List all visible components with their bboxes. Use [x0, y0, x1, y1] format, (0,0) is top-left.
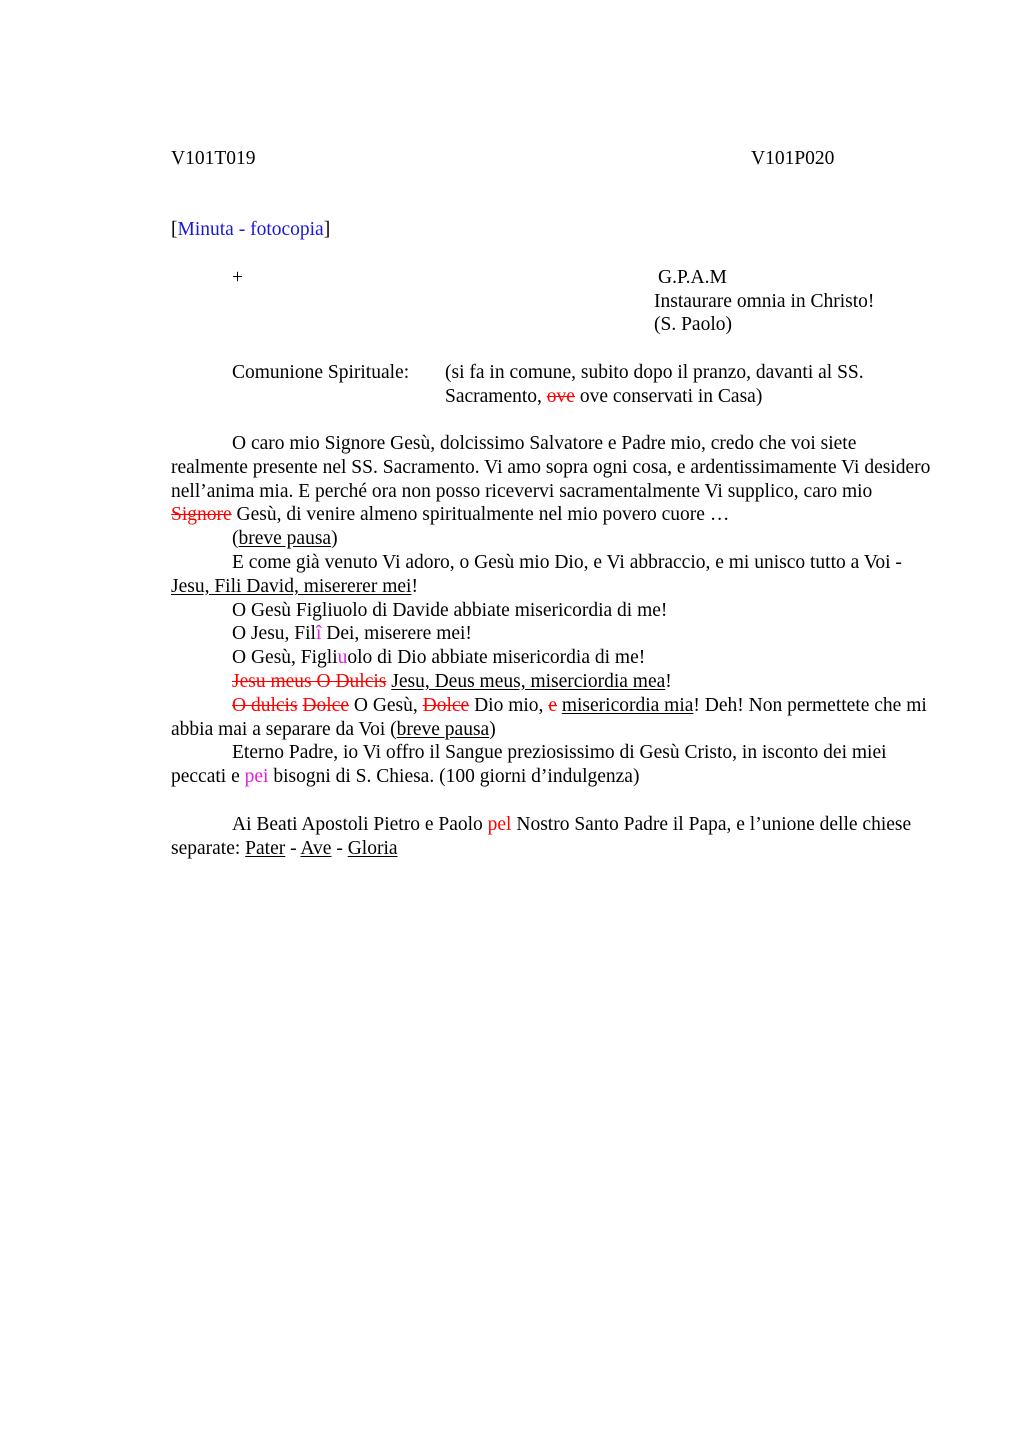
text-run: Nostro Santo Padre il Papa, e l’unione delle chiese separate:	[171, 813, 912, 859]
struck-word: Dolce	[302, 694, 349, 716]
bracket-open: [	[171, 219, 178, 240]
prayer-gloria: Gloria	[347, 837, 398, 859]
motto-line-2: Instaurare omnia in Christo!	[654, 291, 875, 312]
text-run: (	[232, 528, 239, 550]
right-code: V101P020	[751, 148, 835, 169]
corrected-letter: u	[337, 647, 348, 669]
text-run: )	[489, 718, 496, 740]
text-run: Dio mio,	[469, 694, 549, 716]
text-run: E come già venuto Vi adoro, o Gesù mio Dio, e Vi abbraccio, e mi unisco tutto a Voi -	[232, 551, 902, 573]
struck-word: O dulcis	[232, 694, 298, 716]
underlined-text: breve pausa	[396, 718, 490, 740]
paragraph-5	[171, 622, 931, 646]
struck-word: Signore	[171, 504, 232, 526]
corrected-word: pei	[244, 766, 269, 788]
text-run: O caro mio Signore Gesù, dolcissimo Salvatore e Padre mio, credo che voi siete realmente presente nel SS. Sacramento. Vi amo sopra ogni cosa, e ardentissimamente Vi desidero nell’anima mia. E perché ora non posso ricevervi sacramentalmente Vi supplico, caro mio	[171, 433, 931, 502]
bracket-close: ]	[323, 219, 331, 240]
text-run: ! Deh! Non permettete che mi abbia mai a separare da Voi (	[171, 694, 927, 740]
paragraph-7	[171, 670, 931, 694]
underlined-text: misericordia mia	[561, 694, 694, 716]
text-run: Gesù, di venire almeno spiritualmente nel mio povero cuore …	[231, 504, 730, 526]
text-run: Ai Beati Apostoli Pietro e Paolo	[232, 813, 488, 835]
struck-word: e	[548, 694, 557, 716]
text-run: olo di Dio abbiate misericordia di me!	[347, 647, 646, 669]
paragraph-3	[171, 551, 931, 599]
prayer-body	[171, 432, 931, 861]
prayer-ave: Ave	[300, 837, 332, 859]
prayer-pater: Pater	[245, 837, 286, 859]
doc-type-label	[171, 218, 330, 242]
left-code: V101T019	[171, 148, 256, 169]
paragraph-10	[171, 813, 931, 861]
motto-line-3: (S. Paolo)	[654, 314, 732, 335]
comunione-note-line-1: (si fa in comune, subito dopo il pranzo, davanti al SS.	[445, 362, 864, 383]
text-run: -	[285, 837, 301, 859]
comunione-label: Comunione Spirituale:	[232, 362, 410, 383]
text-run: Eterno Padre, io Vi offro il Sangue preziosissimo di Gesù Cristo, in isconto dei miei peccati e	[171, 742, 887, 788]
text-run: O Gesù,	[348, 694, 423, 716]
text-run: !	[411, 575, 418, 597]
paragraph-9	[171, 741, 931, 789]
doc-type-text: Minuta - fotocopia	[177, 219, 324, 240]
motto-line-1: G.P.A.M	[658, 267, 727, 288]
text-run: O Gesù, Figli	[232, 647, 338, 669]
paragraph-6	[171, 646, 931, 670]
paragraph-4: O Gesù Figliuolo di Davide abbiate misericordia di me!	[232, 599, 668, 621]
underlined-text: breve pausa	[238, 528, 332, 550]
text-run: )	[331, 528, 338, 550]
text-run: bisogni di S. Chiesa. (100 giorni d’indulgenza)	[268, 766, 640, 788]
underlined-text: Jesu, Fili David, misererer mei	[171, 575, 412, 597]
text-run: !	[665, 670, 672, 692]
struck-word: Dolce	[422, 694, 470, 716]
comunione-note-line-2	[445, 385, 762, 409]
text-run: Dei, miserere mei!	[321, 623, 472, 645]
paragraph-8	[171, 694, 931, 742]
paragraph-2	[171, 527, 931, 551]
corrected-letter: î	[315, 623, 322, 645]
note-text: Sacramento,	[445, 386, 547, 407]
cross-symbol: +	[232, 267, 243, 288]
struck-word: Jesu meus O Dulcis	[232, 670, 387, 692]
struck-word: ove	[546, 386, 575, 407]
text-run: -	[331, 837, 348, 859]
text-run: O Jesu, Fil	[232, 623, 316, 645]
note-text: ove conservati in Casa)	[574, 386, 763, 407]
paragraph-1	[171, 432, 931, 527]
corrected-word: pel	[487, 813, 512, 835]
underlined-text: Jesu, Deus meus, miserciordia mea	[391, 670, 666, 692]
